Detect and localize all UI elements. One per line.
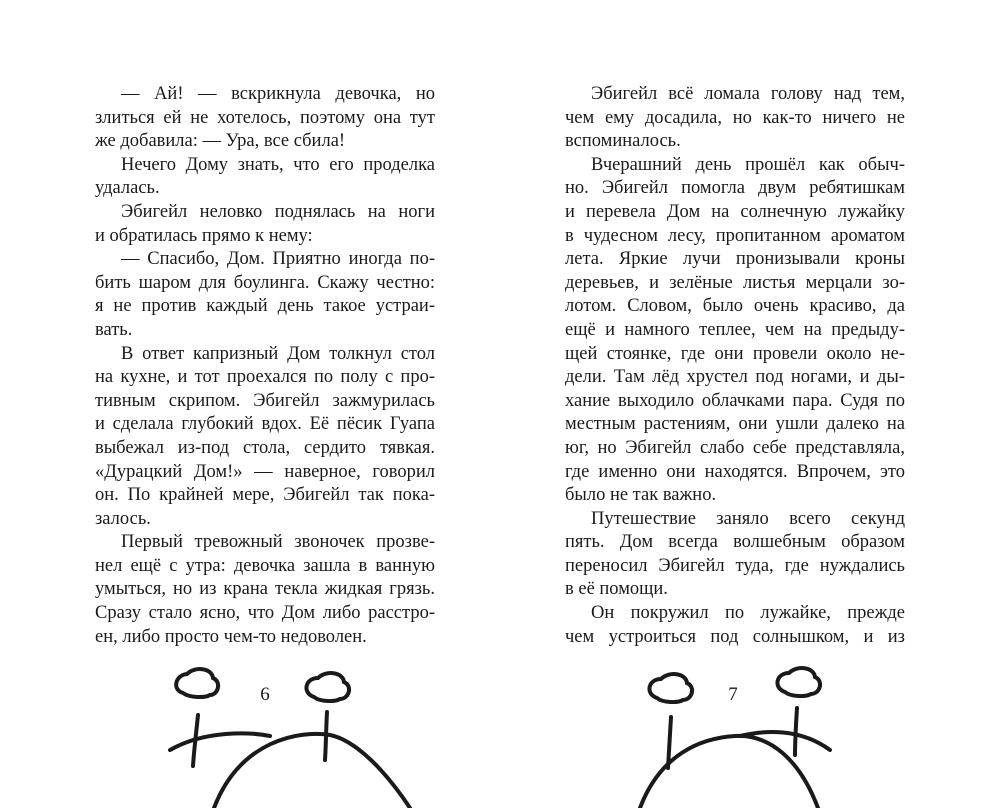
text-line: Путешествие заняло всего секунд	[591, 508, 905, 529]
page-number-left: 6	[260, 684, 270, 705]
text-line: местным растениям, они ушли далеко на	[565, 414, 905, 435]
text-line: Первый тревожный звоночек прозве-	[121, 532, 435, 553]
text-line: юг, но Эбигейл слабо себе представляла,	[565, 437, 905, 458]
text-line: щей стоянке, где они провели около не-	[565, 343, 905, 364]
text-line: ещё и намного теплее, чем на предыду-	[565, 319, 905, 340]
text-line: бить шаром для боулинга. Скажу честно:	[95, 272, 435, 293]
text-line: лета. Яркие лучи пронизывали кроны	[565, 249, 905, 270]
text-line: злиться ей не хотелось, поэтому она тут	[95, 107, 435, 128]
text-line: В ответ капризный Дом толкнул стол	[121, 343, 435, 364]
text-line: деревьев, и зелёные листья мерцали зо-	[565, 272, 905, 293]
text-line: выбежал из-под стола, сердито тявкая.	[95, 437, 435, 458]
text-line: вать.	[95, 319, 133, 340]
text-line: Эбигейл неловко поднялась на ноги	[121, 201, 435, 222]
text-line: тивным скрипом. Эбигейл зажмурилась	[95, 390, 435, 411]
text-line: переносил Эбигейл туда, где нуждались	[565, 555, 905, 576]
text-line: и перевела Дом на солнечную лужайку	[565, 201, 905, 222]
text-line: было не так важно.	[565, 485, 717, 506]
text-line: где именно они находятся. Впрочем, это	[565, 461, 905, 482]
text-line: в чудесном лесу, пропитанном ароматом	[565, 225, 905, 246]
text-line: чем устроиться под солнышком, и из	[565, 626, 905, 647]
text-line: Сразу стало ясно, что Дом либо расстро-	[95, 603, 435, 624]
text-line: нел ещё с утра: девочка зашла в ванную	[95, 555, 435, 576]
text-line: но. Эбигейл помогла двум ребятишкам	[565, 178, 905, 199]
text-line: Эбигейл всё ломала голову над тем,	[591, 84, 905, 104]
text-line: и сделала глубокий вдох. Её пёсик Гуапа	[95, 414, 435, 435]
page-number-right: 7	[728, 684, 738, 705]
text-line: — Спасибо, Дом. Приятно иногда по-	[121, 249, 435, 270]
tree-hill-ornament-left	[0, 660, 500, 808]
text-line: хание выходило облачками пара. Судя по	[565, 390, 905, 411]
text-line: умыться, но из крана текла жидкая грязь.	[95, 579, 435, 600]
text-line: — Ай! — вскрикнула девочка, но	[121, 84, 435, 104]
text-line: я не против каждый день такое устраи-	[95, 296, 435, 317]
text-line: же добавила: — Ура, все сбила!	[95, 131, 346, 152]
text-line: Вчерашний день прошёл как обыч-	[591, 154, 905, 175]
text-line: Нечего Дому знать, что его проделка	[121, 154, 435, 175]
left-text-block	[95, 83, 435, 649]
text-line: залось.	[95, 508, 151, 529]
text-line: чем ему досадила, но как-то ничего не	[565, 107, 905, 128]
text-line: на кухне, и тот проехался по полу с про-	[95, 367, 435, 388]
right-page	[500, 0, 1000, 808]
text-line: и обратилась прямо к нему:	[95, 225, 313, 246]
text-line: дели. Там лёд хрустел под ногами, и ды-	[565, 367, 905, 388]
tree-hill-ornament-right	[500, 660, 1000, 808]
text-line: ен, либо просто чем-то недоволен.	[95, 626, 367, 647]
text-line: Он покружил по лужайке, прежде	[591, 603, 905, 624]
text-line: пять. Дом всегда волшебным образом	[565, 532, 905, 553]
text-line: он. По крайней мере, Эбигейл так пока-	[95, 485, 435, 506]
text-line: вспоминалось.	[565, 131, 681, 152]
text-line: удалась.	[95, 178, 160, 199]
text-line: «Дурацкий Дом!» — наверное, говорил	[95, 461, 435, 482]
text-line: в её помощи.	[565, 579, 668, 600]
right-text-block	[565, 83, 905, 649]
text-line: лотом. Словом, было очень красиво, да	[565, 296, 905, 317]
